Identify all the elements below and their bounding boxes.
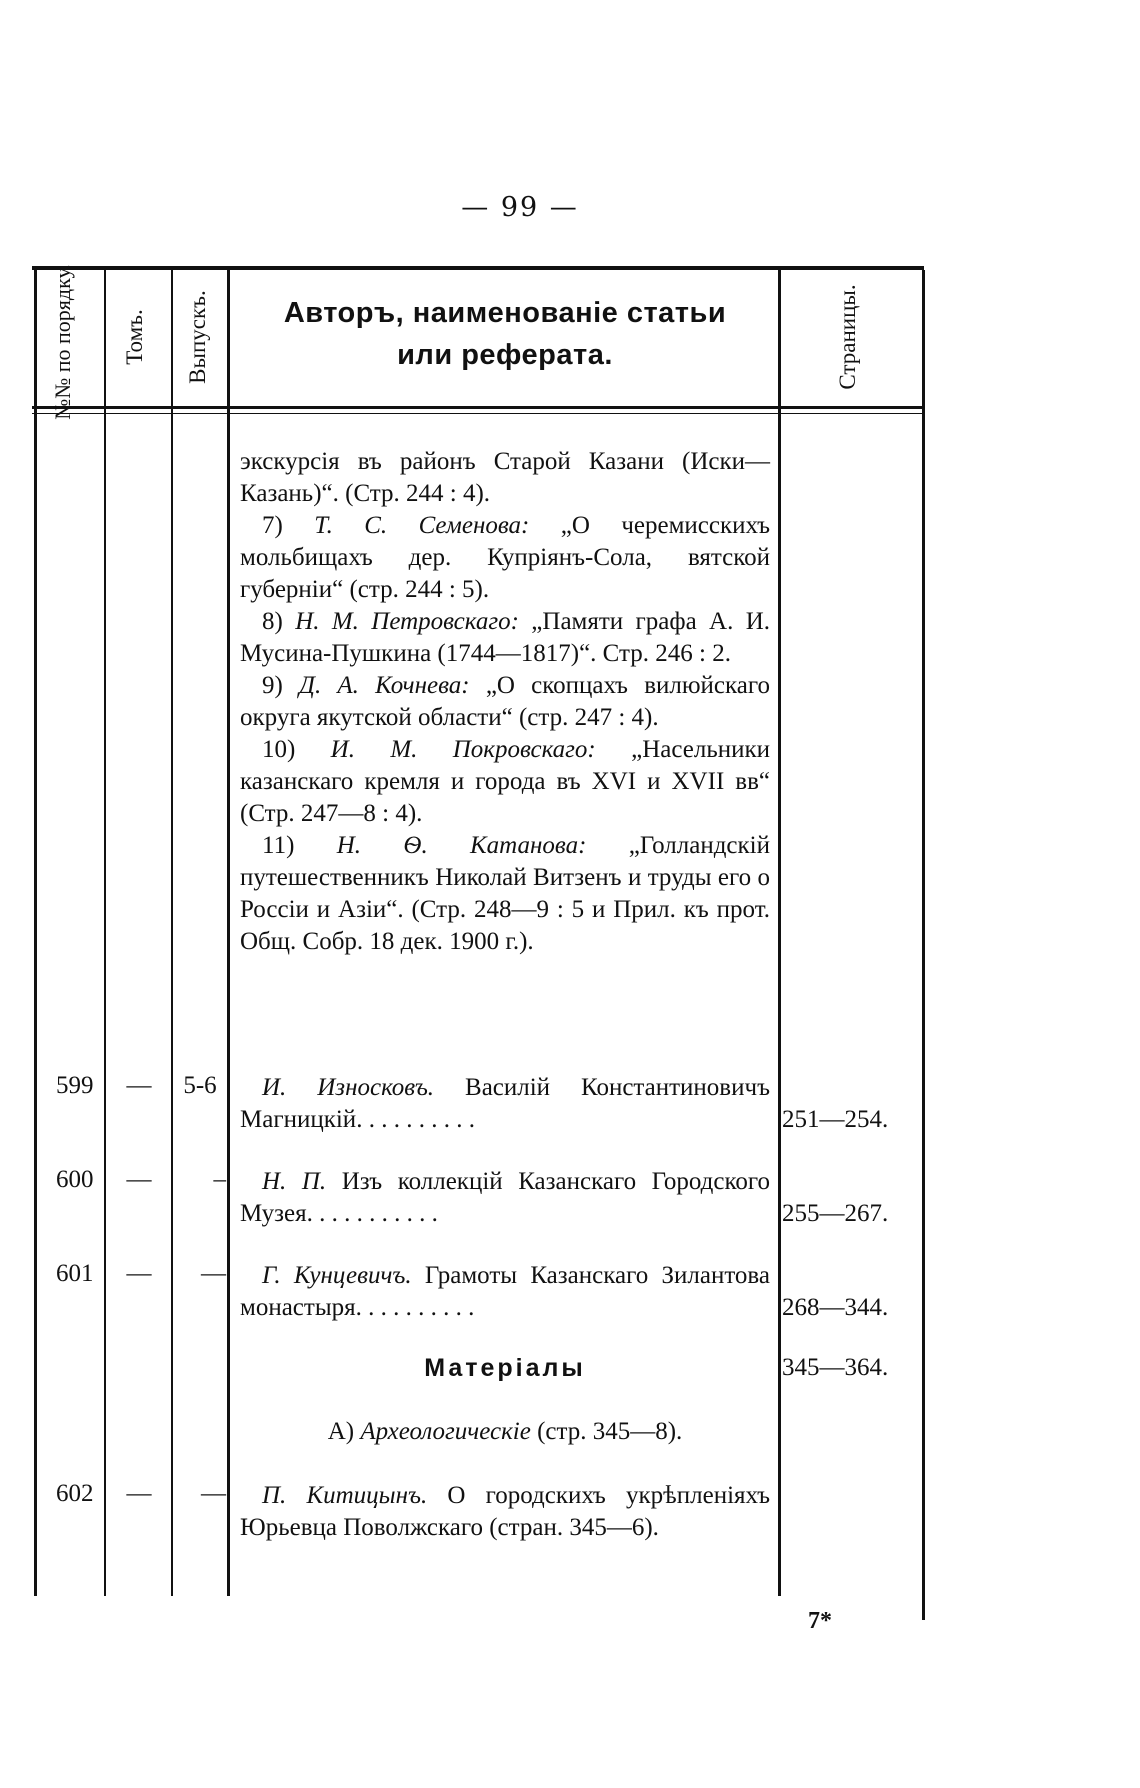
- col-rule-right: [922, 270, 925, 1620]
- materials-subsection: А) Археологическіе (стр. 345—8).: [327, 1418, 683, 1445]
- continuation-item-7: 7) Т. С. Семенова: „О черемисскихъ мольбищахъ дер. Купріянъ-Сола, вятской губерніи“ (стр. 244 : 5).: [240, 512, 771, 603]
- header-title-line1: Авторъ, наименованіе статьи: [283, 297, 727, 329]
- header-col-title: [230, 292, 780, 376]
- col-rule-4: [778, 270, 781, 1596]
- header-col-pages: Страницы.: [835, 284, 860, 390]
- materials-title: Матеріалы: [424, 1354, 586, 1382]
- col-rule-3: [227, 270, 230, 1596]
- continuation-p0: экскурсія въ районъ Старой Казани (Иски—Казань)“. (Стр. 244 : 4).: [240, 448, 770, 507]
- materials-pages: 345—364.: [782, 1354, 889, 1381]
- entry-600-title: Н. П. Изъ коллекцій Казанскаго Городского Музея. . . . . . . . . . .: [240, 1168, 771, 1227]
- entry-599-title: И. Износковъ. Василій Константиновичъ Магницкій. . . . . . . . . .: [240, 1074, 770, 1133]
- entry-602-number: 602: [56, 1480, 94, 1507]
- header-bottom-rule-2: [32, 413, 924, 414]
- entry-600-issue: –: [213, 1166, 226, 1193]
- entry-599-number: 599: [56, 1072, 94, 1099]
- entry-601-volume: —: [126, 1260, 152, 1287]
- header-title-line2: или реферата.: [397, 339, 613, 371]
- entry-599-issue: 5-6: [183, 1072, 217, 1099]
- entry-599-volume: —: [126, 1072, 152, 1099]
- continuation-item-11: 11) Н. Ѳ. Катанова: „Голландскій путешественникъ Николай Витзенъ и труды его о Россіи и Азіи“. (Стр. 248—9 : 5 и Прил. къ прот. Общ. Собр. 18 дек. 1900 г.).: [240, 832, 771, 955]
- continuation-item-8: 8) Н. М. Петровскаго: „Памяти графа А. И. Мусина-Пушкина (1744—1817)“. Стр. 246 : 2.: [240, 608, 770, 667]
- col-rule-2: [171, 270, 173, 1596]
- continuation-item-9: 9) Д. А. Кочнева: „О скопцахъ вилюйскаго округа якутской области“ (стр. 247 : 4).: [240, 672, 770, 731]
- entry-600-volume: —: [126, 1166, 152, 1193]
- entry-599-pages: 251—254.: [782, 1106, 889, 1133]
- continuation-block: [240, 446, 770, 958]
- continuation-item-10: 10) И. М. Покровскаго: „Насельники казанскаго кремля и города въ XVI и XVII вв“ (Стр. 247—8 : 4).: [240, 736, 770, 827]
- header-col-number: №№ по порядку.: [50, 264, 75, 420]
- entry-601-title: Г. Кунцевичъ. Грамоты Казанскаго Зилантова монастыря. . . . . . . . . .: [240, 1262, 770, 1321]
- col-rule-1: [104, 270, 106, 1596]
- page-number: — 99 —: [461, 192, 579, 223]
- entry-602-volume: —: [126, 1480, 152, 1507]
- entry-601-number: 601: [56, 1260, 94, 1287]
- table-top-rule: [32, 266, 924, 270]
- entry-600-number: 600: [56, 1166, 94, 1193]
- entry-601-pages: 268—344.: [782, 1294, 889, 1321]
- col-rule-left: [34, 266, 37, 1596]
- header-col-issue: Выпускъ.: [185, 290, 210, 384]
- header-bottom-rule: [32, 406, 924, 409]
- entry-601-issue: —: [201, 1260, 226, 1287]
- header-col-volume: Томъ.: [122, 309, 147, 365]
- entry-600-pages: 255—267.: [782, 1200, 889, 1227]
- entry-602-title: П. Китицынъ. О городскихъ укрѣпленіяхъ Юрьевца Поволжскаго (стран. 345—6).: [240, 1482, 770, 1541]
- signature-mark: 7*: [808, 1608, 832, 1634]
- entry-602-issue: —: [201, 1480, 226, 1507]
